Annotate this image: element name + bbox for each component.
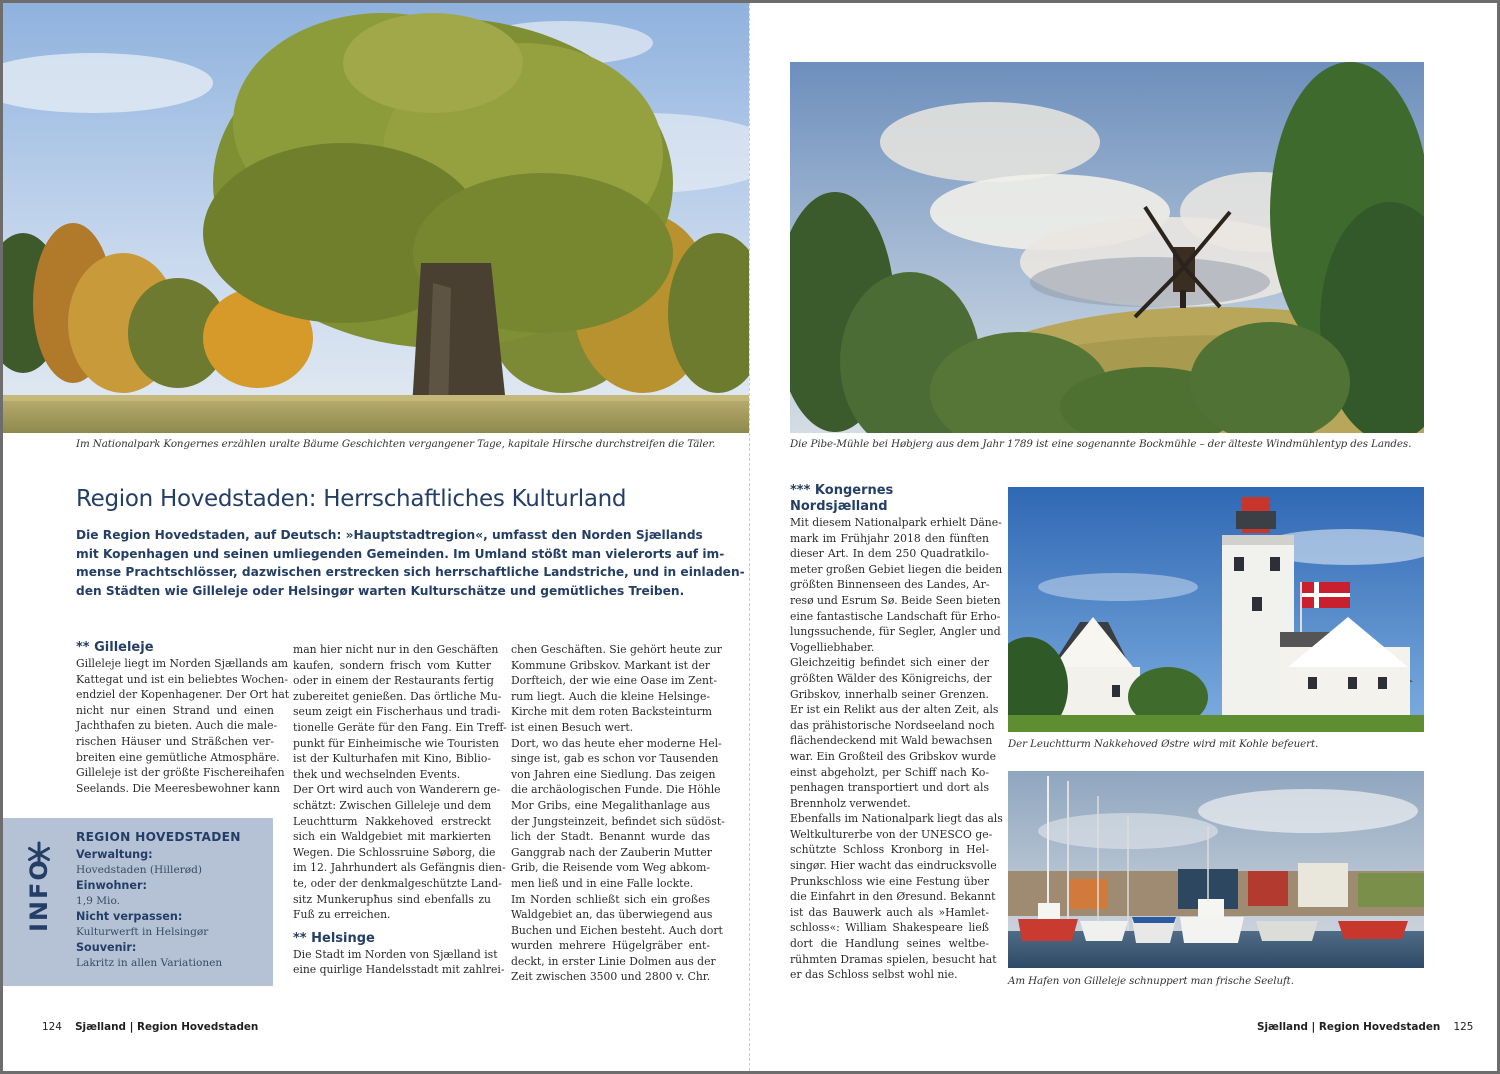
column-2 [293,642,507,978]
body-line: Er ist ein Relikt aus der alten Zeit, als [790,703,999,717]
body-line: die archäologischen Funde. Die Höhle [511,783,721,797]
info-label [19,832,59,972]
windmill-photo [790,62,1424,433]
lighthouse-caption: Der Leuchtturm Nakkehoved Østre wird mit Kohle befeuert. [1008,738,1319,750]
page-title: Region Hovedstaden: Herrschaftliches Kulturland [76,486,627,512]
body-line: mark im Frühjahr 2018 den fünften [790,531,989,545]
body-line: Ganggrab nach der Zauberin Mutter [511,845,712,859]
body-line: tionelle Geräte für den Fang. Ein Treff- [293,720,507,734]
footer-section: Sjælland | Region Hovedstaden [75,1021,259,1033]
body-line: Kattegat und ist ein beliebtes Wochen- [76,672,288,686]
body-line: sich ein Waldgebiet mit markierten [293,830,491,844]
body-line: breiten eine gemütliche Atmosphäre. [76,750,280,764]
body-line: zubereitet genießen. Das örtliche Mu- [293,689,502,703]
lead-line: den Städten wie Gilleleje oder Helsingør warten Kulturschätze und gemütliches Treiben. [76,583,685,598]
body-line: punkt für Einheimische wie Touristen [293,736,499,750]
body-line: nicht nur einen Strand und einen [76,703,274,717]
body-line: Dorfteich, der wie eine Oase im Zent- [511,674,717,688]
body-line: das prähistorische Nordseeland noch [790,718,995,732]
footer-right [1257,1021,1473,1033]
body-line: Leuchtturm Nakkehoved erstreckt [293,814,491,828]
lead-line: mense Prachtschlösser, dazwischen erstrecken sich herrschaftliche Landstriche, und in einladen- [76,565,745,579]
body-line: eine quirlige Handelsstadt mit zahlrei- [293,963,505,977]
body-line: singe ist, gab es schon vor Tausenden [511,752,719,766]
body-line: ist einen Besuch wert. [511,720,634,734]
harbor-caption: Am Hafen von Gilleleje schnuppert man frische Seeluft. [1008,975,1294,987]
lead-line: Die Region Hovedstaden, auf Deutsch: »Hauptstadtregion«, umfasst den Norden Sjællands [76,528,703,542]
body-line: die Einfahrt in den Øresund. Bekannt [790,890,996,904]
info-key: Einwohner: [76,879,147,892]
oak-tree-caption: Im Nationalpark Kongernes erzählen uralte Bäume Geschichten vergangener Tage, kapitale Hirsche durchstreifen die Täler. [76,438,716,450]
info-value: Kulturwerft in Helsingør [76,925,209,938]
body-line: wurden mehrere Hügelgräber ent- [511,939,710,953]
body-line: Gilleleje liegt im Norden Sjællands am [76,657,289,670]
body-line: Ebenfalls im Nationalpark liegt das als [790,812,1003,826]
body-line: dort die Handlung seines weltbe- [790,937,989,951]
body-line: ist das Bauwerk auch als »Hamlet- [790,905,989,919]
info-key: Nicht verpassen: [76,910,183,923]
body-line: Gilleleje ist der größte Fischereihafen [76,766,285,780]
info-content [76,828,241,971]
gilleleje-heading: ** Gilleleje [76,640,154,655]
body-line: deckt, in erster Linie Dolmen aus der [511,954,716,968]
body-line: von Jahren eine Siedlung. Das zeigen [511,767,716,781]
kongernes-heading-2: Nordsjælland [790,499,888,514]
body-line: lungssuchende, für Segler, Angler und [790,625,1001,639]
body-line: war. Ein Großteil des Gribskov wurde [790,749,996,763]
lead-line: mit Kopenhagen und seinen umliegenden Gemeinden. Im Umland stößt man vielerorts auf im- [76,546,725,561]
info-key: Souvenir: [76,941,137,954]
body-line: Der Ort wird auch von Wanderern ge- [293,783,501,797]
body-line: oder in einem der Restaurants fertig [293,674,494,688]
body-line: Mit diesem Nationalpark erhielt Däne- [790,516,1002,529]
column-3 [511,642,725,985]
body-line: sitz Munkerupħus sind ebenfalls zu [293,892,491,906]
footer-left [42,1021,258,1033]
body-line: Wegen. Die Schlossruine Søborg, die [293,845,496,859]
body-line: Prunkschloss wie eine Festung über [790,874,989,888]
body-line: Grib, die Reisende vom Weg abkom- [511,861,710,875]
body-line: ist der Kulturhafen mit Kino, Biblio- [293,752,491,766]
body-line: Vogelliebhaber. [790,640,875,654]
body-line: Dort, wo das heute eher moderne Hel- [511,736,722,750]
info-value: Hovedstaden (Hillerød) [76,863,203,876]
body-line: singør. Hier wacht das eindrucksvolle [790,859,997,873]
body-line: Kirche mit dem roten Backsteinturm [511,705,713,719]
body-line: thek und wechselnden Events. [293,767,461,781]
svg-text:INFO: INFO [25,858,53,932]
body-line: te, oder der denkmalgeschützte Land- [293,876,502,890]
lead-paragraph [76,526,745,600]
lighthouse-photo [1008,487,1424,732]
body-line: rum liegt. Auch die kleine Helsinge- [511,689,710,703]
info-heading: REGION HOVEDSTADEN [76,830,241,844]
body-line: chen Geschäften. Sie gehört heute zur [511,643,722,656]
info-box [3,818,273,986]
helsinge-heading: ** Helsinge [293,930,375,946]
body-line: Gribskov, innerhalb seiner Grenzen. [790,687,989,701]
body-line: Buchen und Eichen besteht. Auch dort [511,923,723,937]
body-line: kaufen, sondern frisch vom Kutter [293,658,491,672]
body-line: größten Binnenseen des Landes, Ar- [790,578,990,592]
body-line: einst abgeholzt, per Schiff nach Ko- [790,765,989,779]
body-line: dieser Art. In dem 250 Quadratkilo- [790,547,989,561]
windmill-caption: Die Pibe-Mühle bei Høbjerg aus dem Jahr 1789 ist eine sogenannte Bockmühle – der älteste Windmühlentyp des Landes. [790,438,1412,450]
body-line: im 12. Jahrhundert als Gefängnis dien- [293,861,506,875]
info-value: 1,9 Mio. [76,894,121,907]
body-line: schloss«: William Shakespeare ließ [790,921,989,935]
info-value: Lakritz in allen Variationen [76,956,223,969]
body-line: lich der Stadt. Benannt wurde das [511,830,710,844]
body-line: Waldgebiet an, das überwiegend aus [511,908,713,922]
kongernes-heading: *** Kongernes [790,483,894,498]
body-line: man hier nicht nur in den Geschäften [293,643,499,656]
body-line: Die Stadt im Norden von Sjælland ist [293,947,498,961]
body-line: schützte Schloss Kronborg in Hel- [790,843,989,857]
body-line: Brennholz verwendet. [790,796,911,810]
body-line: Zeit zwischen 3500 und 2800 v. Chr. [511,970,711,984]
body-line: meter großen Gebiet liegen die beiden [790,562,1003,576]
body-line: Kommune Gribskov. Markant ist der [511,658,710,672]
body-line: Mor Gribs, eine Megalithanlage aus [511,798,710,812]
body-line: seum zeigt ein Fischerhaus und tradi- [293,705,501,719]
harbor-photo [1008,771,1424,968]
column-kongernes [790,483,1003,983]
body-line: Weltkulturerbe von der UNESCO ge- [790,827,993,841]
footer-section: Sjælland | Region Hovedstaden [1257,1021,1441,1033]
body-line: eine fantastische Landschaft für Erho- [790,609,1001,623]
oak-tree-photo [3,3,749,433]
body-line: er das Schloss selbst wohl nie. [790,968,958,982]
body-line: der Jungsteinzeit, befindet sich südöst- [511,814,725,828]
body-line: penhagen transportiert und dort als [790,781,989,795]
body-line: rühmten Dramas spielen, besucht hat [790,952,997,966]
body-line: Gleichzeitig befindet sich einer der [790,656,989,670]
body-line: rischen Häuser und Sträßchen ver- [76,734,274,748]
info-key: Verwaltung: [76,848,153,861]
column-gilleleje [76,640,290,796]
body-line: größten Wälder des Königreichs, der [790,671,992,685]
page-number: 124 [42,1021,62,1033]
body-line: men ließ und in eine Falle lockte. [511,876,694,890]
body-line: endziel der Kopenhagener. Der Ort hat [76,688,290,702]
body-line: resø und Esrum Sø. Beide Seen bieten [790,593,1001,607]
body-line: Jachthafen zu bieten. Auch die male- [76,719,278,733]
body-line: Seelands. Die Meeresbewohner kann [76,781,281,795]
page-number: 125 [1453,1021,1474,1033]
body-line: Im Norden schließt sich ein großes [511,892,710,906]
page-gutter [749,3,750,1071]
body-line: flächendeckend mit Wald bewachsen [790,734,993,748]
body-line: Fuß zu erreichen. [293,908,391,922]
body-line: schätzt: Zwischen Gilleleje und dem [293,798,492,812]
